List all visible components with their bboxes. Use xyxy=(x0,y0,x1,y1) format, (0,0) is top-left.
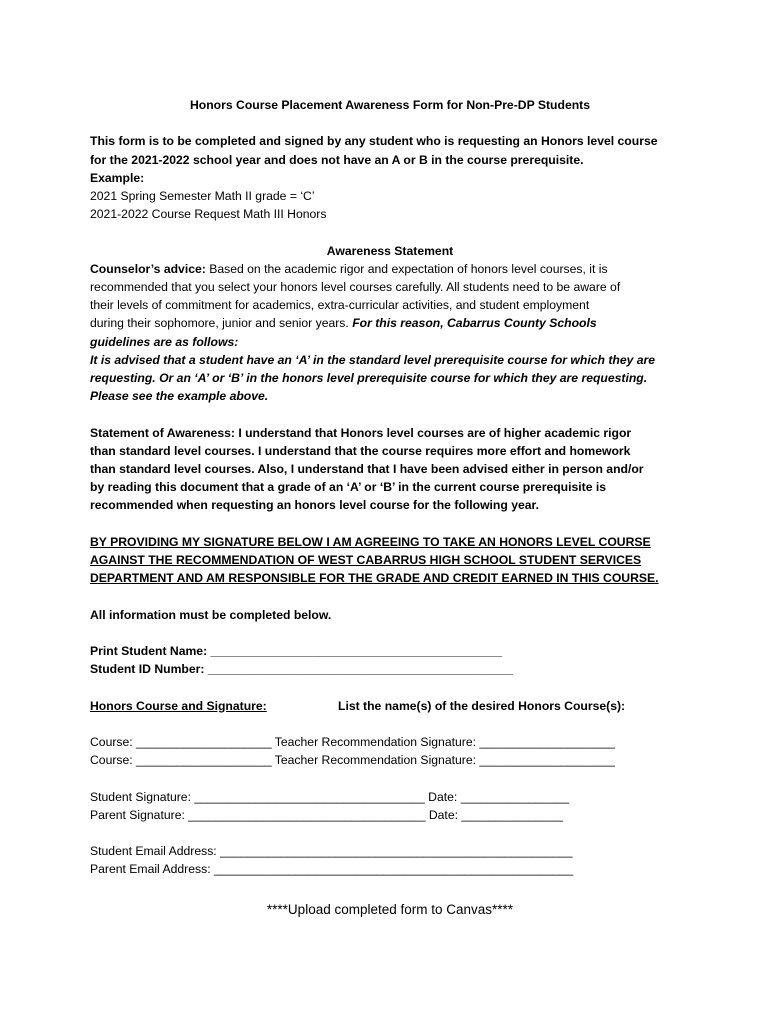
awareness-section xyxy=(90,242,690,406)
email-fields xyxy=(90,842,690,878)
parent-signature-field[interactable]: Parent Signature: ___________________________________ Date: _______________ xyxy=(90,807,564,822)
example-label: Example: xyxy=(90,170,145,185)
signature-fields xyxy=(90,788,690,824)
student-email-field[interactable]: Student Email Address: ____________________________________________________ xyxy=(90,844,573,859)
advice-emphasis: For this reason, Cabarrus County Schools xyxy=(352,316,597,331)
guideline-line-3: requesting. Or an ‘A’ or ‘B’ in the honors level prerequisite course for which they are requesting. xyxy=(90,371,648,386)
advice-line-2: recommended that you select your honors level courses carefully. All students need to be aware of xyxy=(90,280,621,294)
statement-line-2: than standard level courses. I understand that the course requires more effort and homework xyxy=(90,443,631,458)
agreement-line-2: AGAINST THE RECOMMENDATION OF WEST CABARRUS HIGH SCHOOL STUDENT SERVICES xyxy=(90,553,642,568)
agreement-line-3: DEPARTMENT AND AM RESPONSIBLE FOR THE GRADE AND CREDIT EARNED IN THIS COURSE. xyxy=(90,571,659,586)
statement-line-4: by reading this document that a grade of an ‘A’ or ‘B’ in the current course prerequisite is xyxy=(90,480,607,495)
courses-heading-row xyxy=(90,697,690,715)
example-line-1: 2021 Spring Semester Math II grade = ‘C’ xyxy=(90,189,315,203)
upload-instruction: ****Upload completed form to Canvas**** xyxy=(266,901,514,917)
student-info xyxy=(90,642,690,678)
advice-line-1 xyxy=(90,260,690,278)
honors-course-heading: Honors Course and Signature: xyxy=(90,698,267,713)
intro-line-1: This form is to be completed and signed by any student who is requesting an Honors level course xyxy=(90,134,658,149)
course-fields xyxy=(90,733,690,769)
example-line-2: 2021-2022 Course Request Math III Honors xyxy=(90,207,327,222)
guideline-line-1: guidelines are as follows: xyxy=(90,334,239,349)
advice-text-1: Based on the academic rigor and expectation of honors level courses, it is xyxy=(205,261,608,276)
guideline-line-2: It is advised that a student have an ‘A’ in the standard level prerequisite course for which they are xyxy=(90,352,656,367)
print-student-name-field[interactable]: Print Student Name: ___________________________________________ xyxy=(90,644,502,658)
intro-line-2: for the 2021-2022 school year and does not have an A or B in the course prerequisite. xyxy=(90,152,584,167)
course-2-field[interactable]: Course: ____________________ Teacher Recommendation Signature: ____________________ xyxy=(90,753,615,768)
all-info-note: All information must be completed below. xyxy=(90,607,332,622)
statement-line-1: Statement of Awareness: I understand that Honors level courses are of higher academic rigor xyxy=(90,425,632,440)
agreement-line-1: BY PROVIDING MY SIGNATURE BELOW I AM AGREEING TO TAKE AN HONORS LEVEL COURSE xyxy=(90,534,651,549)
form-page xyxy=(90,96,690,919)
statement-section xyxy=(90,424,690,515)
desired-courses-heading: List the name(s) of the desired Honors Course(s): xyxy=(338,698,626,713)
student-signature-field[interactable]: Student Signature: __________________________________ Date: ________________ xyxy=(90,789,570,804)
awareness-heading: Awareness Statement xyxy=(326,243,454,258)
agreement-section xyxy=(90,533,690,588)
advice-label: Counselor’s advice: xyxy=(90,261,206,276)
intro-section xyxy=(90,132,690,223)
advice-line-3: their levels of commitment for academics, extra-curricular activities, and student employment xyxy=(90,298,590,313)
advice-text-4: during their sophomore, junior and senior years. xyxy=(90,316,353,331)
student-id-field[interactable]: Student ID Number: _____________________________________________ xyxy=(90,662,513,677)
guideline-line-4: Please see the example above. xyxy=(90,389,269,404)
parent-email-field[interactable]: Parent Email Address: _____________________________________________________ xyxy=(90,862,574,877)
course-1-field[interactable]: Course: ____________________ Teacher Recommendation Signature: ____________________ xyxy=(90,734,615,749)
statement-line-5: recommended when requesting an honors level course for the following year. xyxy=(90,498,540,513)
advice-line-4 xyxy=(90,314,690,332)
form-title: Honors Course Placement Awareness Form for Non-Pre-DP Students xyxy=(189,98,591,112)
statement-line-3: than standard level courses. Also, I understand that I have been advised either in person and/or xyxy=(90,462,644,477)
